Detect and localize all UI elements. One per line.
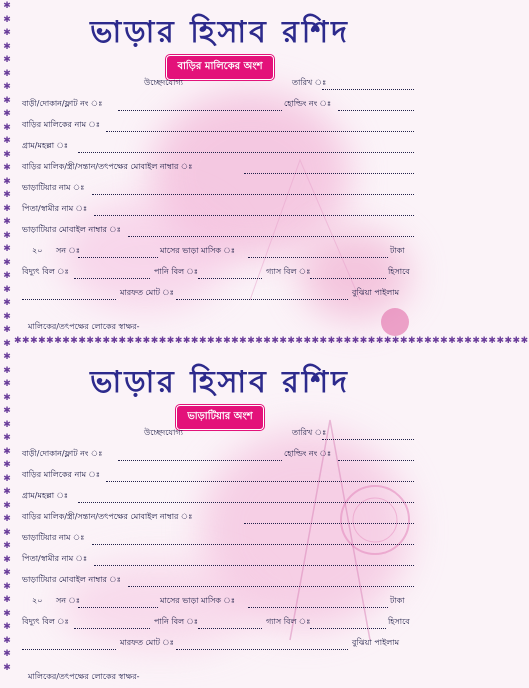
star-glyph: ✱	[3, 230, 11, 241]
receipt-owner-copy	[22, 4, 418, 338]
flat-no-field[interactable]	[118, 102, 282, 111]
year-prefix: ২০	[32, 596, 43, 605]
date-label: তারিখ ঃ	[292, 428, 327, 437]
rent-amount-field[interactable]	[248, 249, 388, 258]
star-glyph: ✱	[3, 284, 11, 295]
star-glyph: ✱	[3, 95, 11, 106]
star-glyph: ✱	[3, 649, 11, 659]
total-field[interactable]	[176, 291, 348, 300]
owner-mobile-field[interactable]	[244, 165, 414, 174]
village-label: গ্রাম/মহল্লা ঃ	[22, 491, 69, 500]
star-glyph: ✱	[3, 122, 11, 133]
water-field[interactable]	[198, 270, 262, 279]
star-glyph: ✱	[3, 55, 11, 65]
tenant-copy-badge: ভাড়াটিয়ার অংশ	[176, 405, 263, 430]
star-glyph: ✱	[3, 163, 11, 173]
father-name-field[interactable]	[94, 207, 414, 216]
receipt-title: ভাড়ার হিসাব রশিদ	[90, 15, 350, 50]
star-glyph: ✱	[3, 392, 11, 403]
tenant-name-field[interactable]	[92, 536, 414, 545]
star-glyph: ✱	[3, 514, 11, 524]
left-star-border	[2, 0, 12, 682]
star-glyph: ✱	[3, 41, 11, 52]
water-label: পানি বিল ঃ	[154, 617, 199, 626]
rent-amount-field[interactable]	[248, 599, 388, 608]
tenant-name-label: ভাড়াটিয়ার নাম ঃ	[22, 183, 85, 192]
flat-no-field[interactable]	[118, 452, 282, 461]
star-glyph: ✱	[3, 419, 11, 430]
father-name-label: পিতা/স্বামীর নাম ঃ	[22, 554, 88, 563]
star-glyph: ✱	[3, 487, 11, 497]
signature-label: মালিকের/তৎপক্ষের লোকের স্বাক্ষর-	[28, 322, 140, 331]
star-glyph: ✱	[3, 595, 11, 605]
star-glyph: ✱	[3, 635, 11, 646]
cut-line-divider: ✱✱✱✱✱✱✱✱✱✱✱✱✱✱✱✱✱✱✱✱✱✱✱✱✱✱✱✱✱✱✱✱✱✱✱✱✱✱✱✱✱✱✱✱✱✱✱✱✱✱✱✱✱✱✱✱✱✱✱✱✱✱✱✱	[14, 336, 529, 346]
star-glyph: ✱	[3, 433, 11, 443]
receipt-title: ভাড়ার হিসাব রশিদ	[90, 365, 350, 400]
year-prefix: ২০	[32, 246, 43, 255]
holding-no-field[interactable]	[338, 102, 414, 111]
star-glyph: ✱	[3, 460, 11, 470]
holding-no-label: হোল্ডিং নং ঃ	[284, 99, 332, 108]
star-glyph: ✱	[3, 365, 11, 376]
holding-no-label: হোল্ডিং নং ঃ	[284, 449, 332, 458]
electricity-field[interactable]	[74, 270, 150, 279]
star-glyph: ✱	[3, 473, 11, 484]
month-field[interactable]	[78, 599, 158, 608]
electricity-label: বিদ্যুৎ বিল ঃ	[22, 617, 69, 626]
gas-label: গ্যাস বিল ঃ	[266, 617, 311, 626]
tenant-mobile-label: ভাড়াটিয়ার মোবাইল নাম্বার ঃ	[22, 575, 121, 584]
star-glyph: ✱	[3, 622, 11, 632]
village-field[interactable]	[78, 144, 414, 153]
star-glyph: ✱	[3, 257, 11, 268]
star-glyph: ✱	[3, 203, 11, 214]
water-label: পানি বিল ঃ	[154, 267, 199, 276]
star-glyph: ✱	[3, 136, 11, 146]
flat-no-label: বাড়ী/দোকান/ফ্লাট নং ঃ	[22, 449, 103, 458]
account-label: হিসাবে	[388, 267, 410, 276]
via-name-field[interactable]	[22, 291, 116, 300]
owner-mobile-label: বাড়ির মালিক/স্ত্রী/সন্তান/তৎপক্ষের মোবাইল নাম্বার ঃ	[22, 162, 193, 171]
star-glyph: ✱	[3, 109, 11, 119]
gas-label: গ্যাস বিল ঃ	[266, 267, 311, 276]
tenant-mobile-label: ভাড়াটিয়ার মোবাইল নাম্বার ঃ	[22, 225, 121, 234]
star-glyph: ✱	[3, 446, 11, 457]
signature-label: মালিকের/তৎপক্ষের লোকের স্বাক্ষর-	[28, 672, 140, 681]
tenant-mobile-field[interactable]	[128, 578, 414, 587]
owner-name-field[interactable]	[106, 123, 414, 132]
star-glyph: ✱	[3, 68, 11, 79]
month-field[interactable]	[78, 249, 158, 258]
star-glyph: ✱	[3, 298, 11, 308]
via-label: মারফত মোট ঃ	[120, 288, 174, 297]
detachable-label: উচ্ছেদযোগ্য	[144, 428, 183, 437]
tenant-mobile-field[interactable]	[128, 228, 414, 237]
holding-no-field[interactable]	[338, 452, 414, 461]
star-glyph: ✱	[3, 217, 11, 227]
tenant-name-field[interactable]	[92, 186, 414, 195]
star-glyph: ✱	[3, 338, 11, 349]
star-glyph: ✱	[3, 568, 11, 578]
star-glyph: ✱	[3, 500, 11, 511]
star-glyph: ✱	[3, 82, 11, 92]
star-glyph: ✱	[3, 608, 11, 619]
detachable-label: উচ্ছেদযোগ্য	[144, 78, 183, 87]
father-name-label: পিতা/স্বামীর নাম ঃ	[22, 204, 88, 213]
star-glyph: ✱	[3, 406, 11, 416]
star-glyph: ✱	[3, 271, 11, 281]
water-field[interactable]	[198, 620, 262, 629]
owner-mobile-label: বাড়ির মালিক/স্ত্রী/সন্তান/তৎপক্ষের মোবাইল নাম্বার ঃ	[22, 512, 193, 521]
owner-copy-badge: বাড়ির মালিকের অংশ	[166, 55, 273, 80]
gas-field[interactable]	[310, 270, 386, 279]
via-label: মারফত মোট ঃ	[120, 638, 174, 647]
star-glyph: ✱	[3, 554, 11, 565]
date-label: তারিখ ঃ	[292, 78, 327, 87]
owner-name-field[interactable]	[106, 473, 414, 482]
received-label: বুঝিয়া পাইলাম	[352, 288, 400, 297]
receipt-tenant-copy	[22, 354, 418, 688]
star-glyph: ✱	[3, 149, 11, 160]
electricity-field[interactable]	[74, 620, 150, 629]
star-glyph: ✱	[3, 244, 11, 254]
flat-no-label: বাড়ী/দোকান/ফ্লাট নং ঃ	[22, 99, 103, 108]
star-glyph: ✱	[3, 176, 11, 187]
electricity-label: বিদ্যুৎ বিল ঃ	[22, 267, 69, 276]
owner-mobile-field[interactable]	[244, 515, 414, 524]
star-glyph: ✱	[3, 662, 11, 673]
taka-label: টাকা	[390, 246, 405, 255]
star-glyph: ✱	[3, 190, 11, 200]
star-glyph: ✱	[3, 311, 11, 322]
via-name-field[interactable]	[22, 641, 116, 650]
star-glyph: ✱	[3, 14, 11, 25]
monthly-rent-label: মাসের ভাড়া মাসিক ঃ	[160, 246, 235, 255]
star-glyph: ✱	[3, 352, 11, 362]
village-field[interactable]	[78, 494, 414, 503]
year-label: সন ঃ	[56, 246, 81, 255]
star-glyph: ✱	[3, 325, 11, 335]
date-field[interactable]	[322, 431, 414, 440]
total-field[interactable]	[176, 641, 348, 650]
star-glyph: ✱	[3, 1, 11, 11]
father-name-field[interactable]	[94, 557, 414, 566]
tenant-name-label: ভাড়াটিয়ার নাম ঃ	[22, 533, 85, 542]
taka-label: টাকা	[390, 596, 405, 605]
monthly-rent-label: মাসের ভাড়া মাসিক ঃ	[160, 596, 235, 605]
year-label: সন ঃ	[56, 596, 81, 605]
gas-field[interactable]	[310, 620, 386, 629]
star-glyph: ✱	[3, 581, 11, 592]
date-field[interactable]	[322, 81, 414, 90]
star-glyph: ✱	[3, 28, 11, 38]
owner-name-label: বাড়ির মালিকের নাম ঃ	[22, 470, 100, 479]
star-glyph: ✱	[3, 527, 11, 538]
village-label: গ্রাম/মহল্লা ঃ	[22, 141, 69, 150]
received-label: বুঝিয়া পাইলাম	[352, 638, 400, 647]
account-label: হিসাবে	[388, 617, 410, 626]
star-glyph: ✱	[3, 541, 11, 551]
owner-name-label: বাড়ির মালিকের নাম ঃ	[22, 120, 100, 129]
star-glyph: ✱	[3, 379, 11, 389]
